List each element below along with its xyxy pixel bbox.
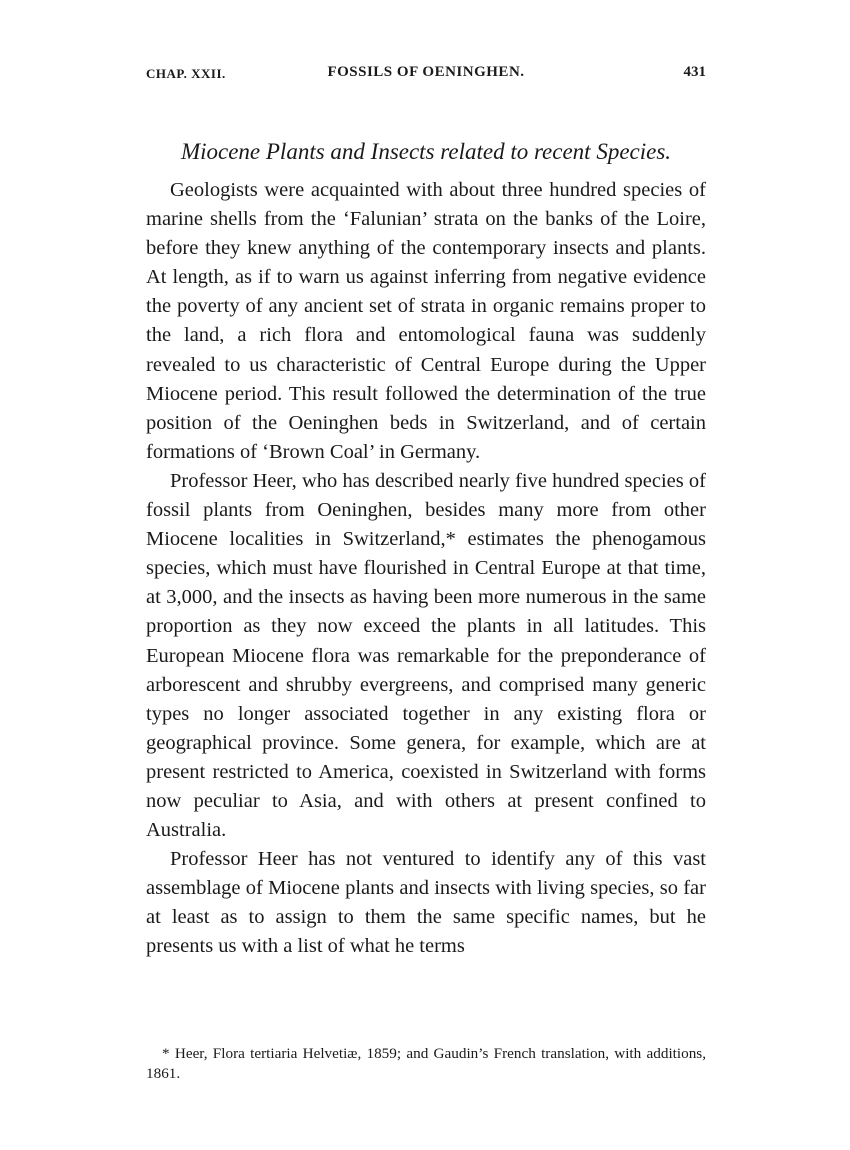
running-title: FOSSILS OF OENINGHEN. — [327, 64, 525, 80]
paragraph-1: Geologists were acquainted with about three hundred species of marine shells from the ‘Falunian’ strata on the banks of the Loire, before they knew anything of the contemporary insects and plants. At length, as if to warn us against inferring from negative evidence the poverty of any ancient set of strata in organic remains proper to the land, a rich flora and entomological fauna was suddenly revealed to us characteristic of Central Europe during the Upper Miocene period. This result followed the determination of the true position of the Oeninghen beds in Switzerland, and of certain formations of ‘Brown Coal’ in Germany. — [146, 179, 706, 463]
footnote — [146, 1044, 706, 1084]
body-text — [146, 176, 706, 962]
page-number: 431 — [683, 64, 706, 80]
section-heading: Miocene Plants and Insects related to recent Species. — [180, 139, 672, 164]
chapter-label: CHAP. XXII. — [146, 66, 226, 81]
paragraph-2: Professor Heer, who has described nearly five hundred species of fossil plants from Oeninghen, besides many more from other Miocene localities in Switzerland,* estimates the phenogamous species, which must have flourished in Central Europe at that time, at 3,000, and the insects as having been more numerous in the same proportion as they now exceed the plants in all latitudes. This European Miocene flora was remarkable for the preponderance of arborescent and shrubby evergreens, and comprised many generic types no longer associated together in any existing flora or geographical province. Some genera, for example, which are at present restricted to America, coexisted in Switzerland with forms now peculiar to Asia, and with others at present confined to Australia. — [146, 469, 706, 842]
paragraph-3: Professor Heer has not ventured to identify any of this vast assemblage of Miocene plants and insects with living species, so far at least as to assign to them the same specific names, but he presents us with a list of what he terms — [146, 848, 706, 958]
footnote-text: * Heer, Flora tertiaria Helvetiæ, 1859; and Gaudin’s French translation, with additions, 1861. — [146, 1045, 706, 1082]
running-head — [146, 64, 706, 84]
